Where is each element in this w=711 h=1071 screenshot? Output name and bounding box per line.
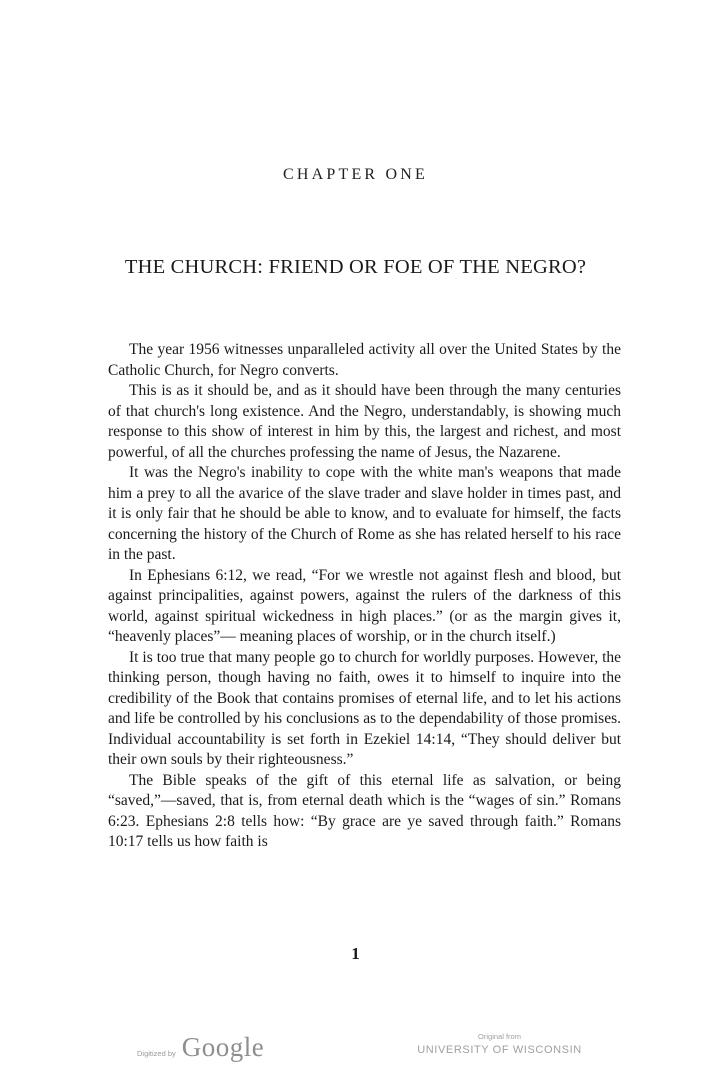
digitized-by-watermark	[137, 1032, 264, 1063]
digitized-by-label: Digitized by	[137, 1049, 176, 1058]
paragraph: This is as it should be, and as it should have been through the many centuries of that church's long existence. And the Negro, understandably, is showing much response to this show of interest in him by this, the largest and richest, and most powerful, of all the churches professing the name of Jesus, the Nazarene.	[108, 382, 621, 461]
paragraph: The year 1956 witnesses unparalleled activity all over the United States by the Catholic Church, for Negro converts.	[108, 341, 621, 379]
chapter-label: CHAPTER ONE	[283, 166, 428, 183]
source-watermark	[417, 1032, 582, 1058]
original-from-label: Original from	[478, 1032, 521, 1041]
paragraph: The Bible speaks of the gift of this eternal life as salvation, or being “saved,”—saved, that is, from eternal death which is the “wages of sin.” Romans 6:23. Ephesians 2:8 tells how: “By grace are ye saved through faith.” Romans 10:17 tells us how faith is	[108, 771, 621, 850]
paragraph: It was the Negro's inability to cope with the white man's weapons that made him a prey to all the avarice of the slave trader and slave holder in times past, and it is only fair that he should be able to know, and to evaluate for himself, the facts concerning the history of the Church of Rome as she has related herself to his race in the past.	[108, 464, 621, 563]
google-logo: Google	[181, 1032, 265, 1062]
body-text	[108, 340, 621, 853]
page-number: 1	[351, 944, 360, 963]
chapter-title: THE CHURCH: FRIEND OR FOE OF THE NEGRO?	[124, 256, 587, 278]
paragraph: In Ephesians 6:12, we read, “For we wrestle not against flesh and blood, but against principalities, against powers, against the rulers of the darkness of this world, against spiritual wickedness in high places.” (or as the margin gives it, “heavenly places”— meaning places of worship, or in the church itself.)	[108, 566, 621, 645]
source-name: UNIVERSITY OF WISCONSIN	[417, 1044, 582, 1056]
paragraph: It is too true that many people go to church for worldly purposes. However, the thinking person, though having no faith, owes it to himself to inquire into the credibility of the Book that contains promises of eternal life, and to let his actions and life be controlled by his conclusions as to the dependability of those promises. Individual accountability is set forth in Ezekiel 14:14, “They should deliver but their own souls by their righteousness.”	[108, 648, 621, 768]
